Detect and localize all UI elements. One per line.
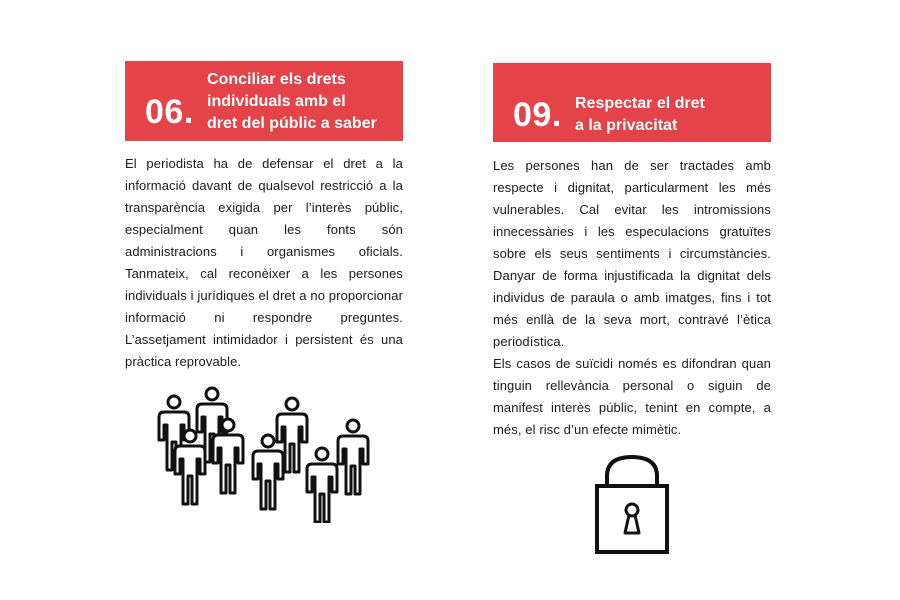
principle-title (207, 69, 377, 135)
principle-header-06 (125, 61, 403, 141)
principle-title-line: individuals amb el (207, 93, 346, 110)
principle-title-line: Conciliar els drets (207, 71, 346, 88)
principle-body (125, 153, 403, 373)
principle-body (493, 155, 771, 441)
principle-title (575, 93, 705, 137)
principle-paragraph: Els casos de suïcidi només es difondran quan tinguin rellevància personal o siguin de manifest interès públic, tenint en compte, a més, el risc d’un efecte mimètic. (493, 356, 771, 437)
principle-title-line: Respectar el dret (575, 95, 705, 112)
principle-title-line: a la privacitat (575, 117, 678, 134)
principle-number: 06. (145, 93, 194, 131)
person-icon (307, 448, 337, 522)
padlock-icon (594, 453, 670, 555)
principle-number: 09. (513, 96, 562, 134)
principle-title-line: dret del públic a saber (207, 115, 377, 132)
principle-paragraph: Les persones han de ser tractades amb respecte i dignitat, particularment les més vulnerables. Cal evitar les intromissions innecessàries i les especulacions gratuïtes sobre els seus sentiments i circumstàncies. Danyar de forma injustificada la dignitat dels individus de paraula o amb imatges, fins i tot més enllà de la seva mort, contravé l’ètica periodística. (493, 158, 771, 349)
principle-card-06 (125, 61, 403, 373)
person-icon (253, 435, 283, 509)
person-icon (338, 420, 368, 494)
principle-paragraph: El periodista ha de defensar el dret a la informació davant de qualsevol restricció a la transparència exigida per l’interès públic, especialment quan les fonts són administracions i organismes oficials. Tanmateix, cal reconèixer a les persones individuals i jurídiques el dret a no proporcionar informació ni respondre preguntes. L’assetjament intimidador i persistent és una pràctica reprovable. (125, 156, 403, 369)
group-of-people-icon (154, 383, 374, 523)
principle-card-09 (493, 63, 771, 441)
principle-header-09 (493, 63, 771, 142)
